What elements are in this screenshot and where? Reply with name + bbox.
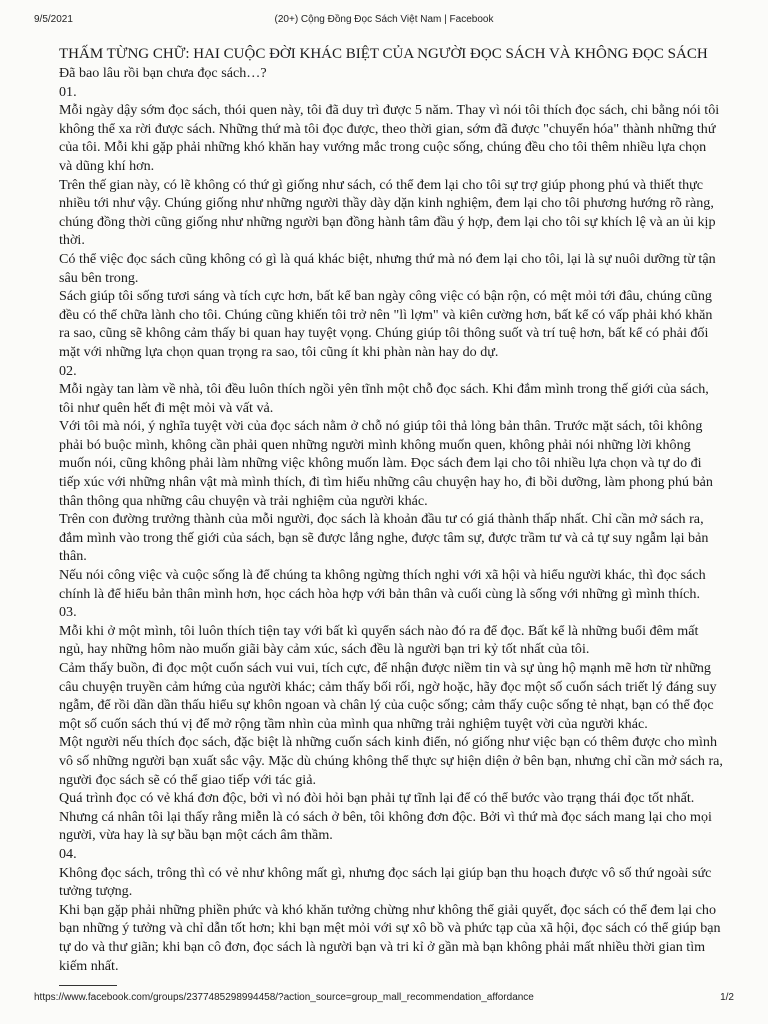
article-paragraph: Nếu nói công việc và cuộc sống là để chúng ta không ngừng thích nghi với xã hội và hiểu người khác, thì đọc sách chính là để hiểu bản thân mình hơn, học cách hòa hợp với bản thân và cuối cùng là sống với những gì mình thích. xyxy=(59,567,706,602)
page-url: https://www.facebook.com/groups/2377485298994458/?action_source=group_mall_recommendation_affordance xyxy=(34,992,534,1003)
article-paragraph: Mỗi ngày dậy sớm đọc sách, thói quen này, tôi đã duy trì được 5 năm. Thay vì nói tôi thích đọc sách, chi bằng nói tôi không thể xa rời được sách. Những thứ mà tôi đọc được, theo thời gian, sớm đã được "chuyển hóa" thành những thứ của tôi. Mỗi khi gặp phải những khó khăn hay vướng mắc trong cuộc sống, chúng đều cho tôi thêm nhiều lựa chọn và dũng khí hơn. xyxy=(59,102,720,174)
article-title: THẤM TỪNG CHỮ: HAI CUỘC ĐỜI KHÁC BIỆT CỦA NGƯỜI ĐỌC SÁCH VÀ KHÔNG ĐỌC SÁCH xyxy=(59,46,708,62)
print-header xyxy=(34,14,734,28)
page-number: 1/2 xyxy=(720,992,734,1003)
article-paragraph: Quá trình đọc có vẻ khá đơn độc, bởi vì nó đòi hỏi bạn phải tự tĩnh lại để có thể bước vào trạng thái đọc tốt nhất. Nhưng cá nhân tôi lại thấy rằng miễn là có sách ở bên, tôi không đơn độc. Bởi vì thứ mà đọc sách mang lại cho mọi người, vừa hay là sự bầu bạn một cách âm thầm. xyxy=(59,790,712,844)
article-paragraph: Mỗi khi ở một mình, tôi luôn thích tiện tay với bất kì quyển sách nào đó ra để đọc. Bất kể là những buổi đêm mất ngủ, hay những hôm nào muốn giãi bày cảm xúc, sách đều là người bạn tri kỷ tốt nhất của tôi. xyxy=(59,622,699,658)
article-line: Đã bao lâu rồi bạn chưa đọc sách…? xyxy=(59,65,267,81)
article-paragraph: Mỗi ngày tan làm về nhà, tôi đều luôn thích ngồi yên tĩnh một chỗ đọc sách. Khi đắm mình trong thế giới của sách, tôi như quên hết đi mệt mỏi và vất vả. xyxy=(59,381,709,416)
article-paragraph: Trên thế gian này, có lẽ không có thứ gì giống như sách, có thể đem lại cho tôi sự trợ giúp phong phú và thiết thực nhiều tới như vậy. Chúng giống như những người thầy dày dặn kinh nghiệm, đem lại cho tôi phương hướng rõ ràng, chúng đồng thời cũng giống như những người bạn đồng hành tâm đầu ý hợp, đem lại cho tôi sự khích lệ và an ủi kịp thời. xyxy=(59,176,716,249)
article-paragraph: Cảm thấy buồn, đi đọc một cuốn sách vui vui, tích cực, để nhận được niềm tin và sự ủng hộ mạnh mẽ hơn từ những câu chuyện truyền cảm hứng của người khác; cảm thấy bối rối, ngờ hoặc, hãy đọc một số cuốn sách triết lý đáng suy ngẫm, để rồi dần dần thấu hiểu sự khôn ngoan và chân lý của cuộc sống; cảm thấy cuộc sống tẻ nhạt, bạn có thể đọc một số cuốn sách thú vị để mở rộng tầm nhìn của mình qua những trải nghiệm tuyệt vời của người khác. xyxy=(59,660,717,732)
section-number: 01. xyxy=(59,83,77,100)
article-paragraph: Với tôi mà nói, ý nghĩa tuyệt vời của đọc sách nằm ở chỗ nó giúp tôi thả lỏng bản thân. Trước mặt sách, tôi không phải bó buộc mình, không cần phải quen những người mình không muốn quen, không phải nói những lời không muốn nói, cũng không phải làm những việc không muốn làm. Đọc sách đem lại cho tôi nhiều lựa chọn và tự do đi tiếp xúc với những nhân vật mà mình thích, đi tìm hiểu những câu chuyện hay ho, đi bồi dưỡng, làm phong phú bản thân thông qua những câu chuyện và trải nghiệm của người khác. xyxy=(59,418,713,509)
section-number: 04. xyxy=(59,845,77,862)
section-number: 03. xyxy=(59,604,77,621)
article-paragraph: Khi bạn gặp phải những phiền phức và khó khăn tưởng chừng như không thể giải quyết, đọc sách có thể đem lại cho bạn những ý tưởng và chỉ dẫn tốt hơn; khi bạn mệt mỏi với sự xô bồ và phức tạp của xã hội, đọc sách có thể giúp bạn tự do và thư giãn; khi bạn cô đơn, đọc sách là người bạn và tri kỉ ở gần mà bạn không phải mất nhiều thời gian tìm kiếm nhất. xyxy=(59,901,721,974)
article-paragraph: Trên con đường trưởng thành của mỗi người, đọc sách là khoản đầu tư có giá thành thấp nhất. Chỉ cần mở sách ra, đắm mình vào trong thế giới của sách, bạn sẽ được lắng nghe, được tâm sự, được trầm tư và cả tự suy ngẫm lại bản thân. xyxy=(59,511,709,565)
print-footer xyxy=(34,992,734,1006)
article-paragraph: Có thể việc đọc sách cũng không có gì là quá khác biệt, nhưng thứ mà nó đem lại cho tôi, lại là sự nuôi dưỡng từ tận sâu bên trong. xyxy=(59,250,716,286)
article-paragraph: Không đọc sách, trông thì có vẻ như không mất gì, nhưng đọc sách lại giúp bạn thu hoạch được vô số thứ ngoài sức tưởng tượng. xyxy=(59,864,712,900)
print-page-title: (20+) Cộng Đồng Đọc Sách Việt Nam | Facebook xyxy=(274,14,494,25)
article-paragraph: Sách giúp tôi sống tươi sáng và tích cực hơn, bất kể ban ngày công việc có bận rộn, có mệt mỏi tới đâu, chúng cũng đều có thể chữa lành cho tôi. Chúng cũng khiến tôi trở nên "lì lợm" và kiên cường hơn, bất kể có vấp phải khó khăn ra sao, cũng sẽ không cảm thấy bi quan hay tuyệt vọng. Chúng giúp tôi thông suốt và trí tuệ hơn, bất kể có phải đối mặt với những lựa chọn quan trọng ra sao, tôi cũng ít khi phàn nàn hay do dự. xyxy=(59,288,713,360)
article-paragraph: Một người nếu thích đọc sách, đặc biệt là những cuốn sách kinh điển, nó giống như việc bạn có thêm được cho mình vô số những người bạn xuất sắc vậy. Mặc dù chúng không thể thực sự hiện diện ở bên bạn, nhưng chỉ cần mở sách ra, người đọc sách sẽ có thể giao tiếp với tác giả. xyxy=(59,734,723,788)
section-number: 02. xyxy=(59,362,77,379)
article-body xyxy=(59,44,723,975)
footer-divider xyxy=(59,985,117,986)
print-date: 9/5/2021 xyxy=(34,14,73,25)
